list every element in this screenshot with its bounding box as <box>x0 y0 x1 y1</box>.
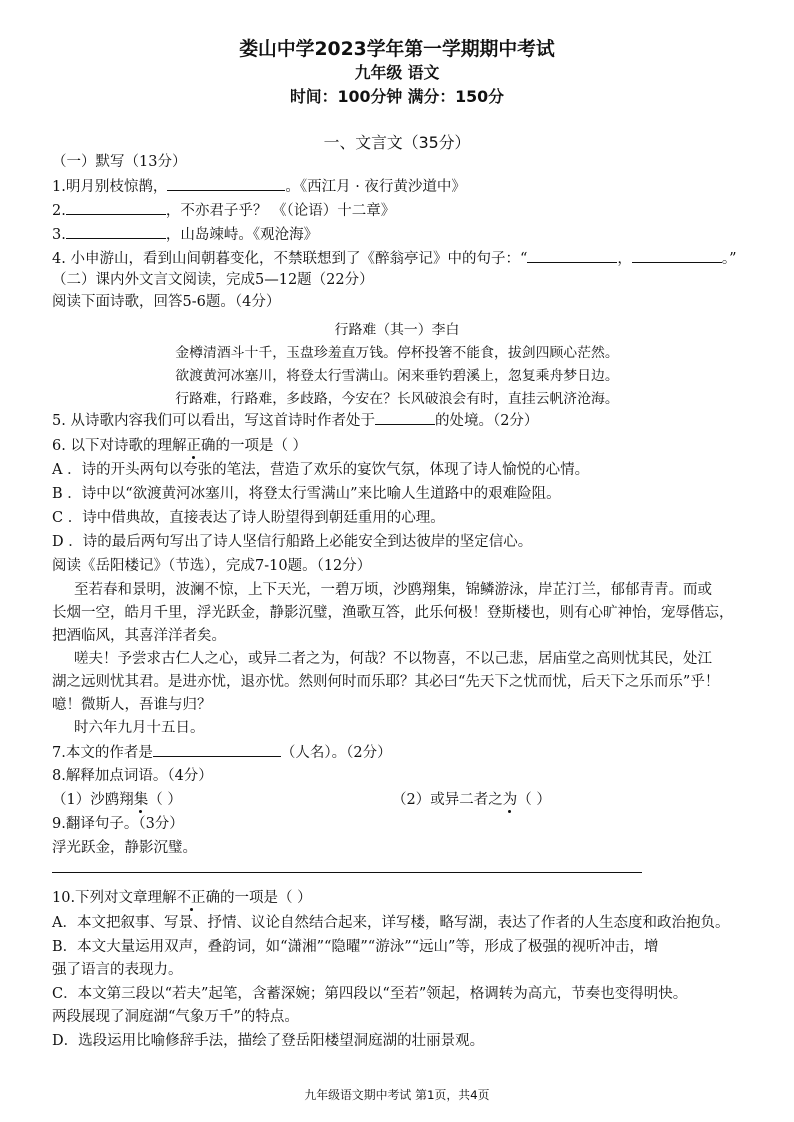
q6-dotted-char: 正 <box>186 438 201 454</box>
q8-2-dotted-char: 为 <box>502 792 518 808</box>
q4-text-pre: 4. 小申游山，看到山间朝暮变化，不禁联想到了《醉翁亭记》中的句子：“ <box>52 251 528 267</box>
q8-2-text-a: （2）或异二者之 <box>392 792 503 808</box>
passage-date: 时六年九月十五日。 <box>74 720 205 736</box>
reading-instruction-poem: 阅读下面诗歌，回答5-6题。（4分） <box>52 294 281 310</box>
q6-option-a: A ．诗的开头两句以夸张的笔法，营造了欢乐的宴饮气氛，体现了诗人愉悦的心情。 <box>52 462 590 478</box>
q7-text-pre: 7.本文的作者是 <box>52 745 153 761</box>
reading-instruction-essay: 阅读《岳阳楼记》（节选），完成7-10题。（12分） <box>52 558 372 574</box>
q10-option-c-line-2: 两段展现了洞庭湖“气象万千”的特点。 <box>52 1009 299 1025</box>
section-heading: 一、文言文（35分） <box>323 133 471 152</box>
q6-option-b: B ．诗中以“欲渡黄河冰塞川，将登太行雪满山”来比喻人生道路中的艰难险阻。 <box>52 486 561 502</box>
question-7 <box>52 742 392 763</box>
q9-answer-line[interactable] <box>52 872 642 873</box>
q10-dotted-chars: 不正 <box>176 890 206 906</box>
q10-option-b-line-2: 强了语言的表现力。 <box>52 962 183 978</box>
q10-option-d: D．选段运用比喻修辞手法，描绘了登岳阳楼望洞庭湖的壮丽景观。 <box>52 1033 485 1049</box>
poem-line-1: 金樽清酒斗十千，玉盘珍羞直万钱。停杯投箸不能食，拔剑四顾心茫然。 <box>175 345 619 361</box>
q3-text-post: ，山岛竦峙。《观沧海》 <box>165 227 319 243</box>
q4-text-post: 。” <box>721 251 737 267</box>
q6-option-d: D ．诗的最后两句写出了诗人坚信行船路上必能安全到达彼岸的坚定信心。 <box>52 534 533 550</box>
q4-blank-2[interactable] <box>632 248 722 263</box>
poem-title: 行路难（其一）李白 <box>334 322 460 338</box>
q1-blank[interactable] <box>167 176 285 191</box>
passage-p2-line-2: 湖之远则忧其君。是进亦忧，退亦忧。然则何时而乐耶？其必曰“先天下之忧而忧，后天下之乐而乐”乎！ <box>52 674 720 690</box>
question-3 <box>52 224 318 245</box>
q8-item-2 <box>392 790 551 810</box>
part2-heading: （二）课内外文言文阅读，完成5—12题（22分） <box>52 272 374 288</box>
exam-title: 娄山中学2023学年第一学期期中考试 <box>239 39 555 60</box>
question-5 <box>52 410 538 431</box>
question-2 <box>52 200 395 221</box>
passage-p2-line-3: 噫！微斯人，吾谁与归？ <box>52 697 212 713</box>
q7-text-post: （人名）。（2分） <box>280 745 392 761</box>
q6-text-a: 6. 以下对诗歌的理解 <box>52 438 187 454</box>
q8-1-text-a: （1）沙鸥翔 <box>52 792 134 808</box>
q6-text-c: 确的一项是（ ） <box>200 438 308 454</box>
q5-text-post: 的处境。（2分） <box>434 413 539 429</box>
q9-sentence: 浮光跃金，静影沉璧。 <box>52 840 197 856</box>
question-8: 8.解释加点词语。（4分） <box>52 768 213 784</box>
q2-text-pre: 2. <box>52 203 66 219</box>
q8-2-answer[interactable]: （ ） <box>517 792 551 808</box>
q3-text-pre: 3. <box>52 227 66 243</box>
page-footer: 九年级语文期中考试 第1页，共4页 <box>304 1088 490 1102</box>
q10-option-c-line-1: C．本文第三段以“若夫”起笔，含蓄深婉；第四段以“至若”领起，格调转为高亢，节奏也变得明快。 <box>52 986 688 1002</box>
q1-text-pre: 1.明月别枝惊鹊， <box>52 179 168 195</box>
passage-p1-line-1: 至若春和景明，波澜不惊，上下天光，一碧万顷，沙鸥翔集，锦鳞游泳，岸芷汀兰，郁郁青青。而或 <box>74 582 712 598</box>
q8-item-1 <box>52 790 182 810</box>
time-score: 时间：100分钟 满分：150分 <box>289 87 505 106</box>
grade-subject: 九年级 语文 <box>354 63 440 82</box>
passage-p1-line-3: 把酒临风，其喜洋洋者矣。 <box>52 628 226 644</box>
q4-text-mid: ， <box>617 251 632 267</box>
q3-blank[interactable] <box>66 224 166 239</box>
q5-text-pre: 5. 从诗歌内容我们可以看出，写这首诗时作者处于 <box>52 413 375 429</box>
q8-1-answer[interactable]: （ ） <box>148 792 182 808</box>
q2-blank[interactable] <box>66 200 166 215</box>
q10-option-b-line-1: B．本文大量运用双声，叠韵词，如“潇湘”“隐曜”“游泳”“远山”等，形成了极强的视听冲击，增 <box>52 939 659 955</box>
passage-p2-line-1: 嗟夫！予尝求古仁人之心，或异二者之为，何哉？不以物喜，不以己悲，居庙堂之高则忧其民，处江 <box>74 651 712 667</box>
q1-text-post: 。《西江月 · 夜行黄沙道中》 <box>285 179 466 195</box>
q4-blank-1[interactable] <box>527 248 617 263</box>
q10-text-a: 10.下列对文章理解 <box>52 890 177 906</box>
q10-text-c: 确的一项是（ ） <box>205 890 312 906</box>
poem-line-2: 欲渡黄河冰塞川，将登太行雪满山。闲来垂钓碧溪上，忽复乘舟梦日边。 <box>175 368 619 384</box>
question-4 <box>52 248 737 269</box>
q6-option-c: C ．诗中借典故，直接表达了诗人盼望得到朝廷重用的心理。 <box>52 510 445 526</box>
q2-text-post: ，不亦君子乎？ 《（论语）十二章》 <box>165 203 396 219</box>
question-1 <box>52 176 466 197</box>
question-6 <box>52 436 307 456</box>
part1-heading: （一）默写（13分） <box>52 154 187 170</box>
q8-1-dotted-char: 集 <box>133 792 149 808</box>
passage-p1-line-2: 长烟一空，皓月千里，浮光跃金，静影沉璧，渔歌互答，此乐何极！登斯楼也，则有心旷神怡，宠辱偕忘， <box>52 605 734 621</box>
poem-line-3: 行路难，行路难，多歧路，今安在？长风破浪会有时，直挂云帆济沧海。 <box>175 391 619 407</box>
question-9: 9.翻译句子。（3分） <box>52 816 184 832</box>
q7-blank[interactable] <box>153 742 281 757</box>
q10-option-a: A．本文把叙事、写景、抒情、议论自然结合起来，详写楼，略写湖，表达了作者的人生态度和政治抱负。 <box>52 915 730 931</box>
question-10 <box>52 888 312 908</box>
q5-blank[interactable] <box>375 410 435 425</box>
